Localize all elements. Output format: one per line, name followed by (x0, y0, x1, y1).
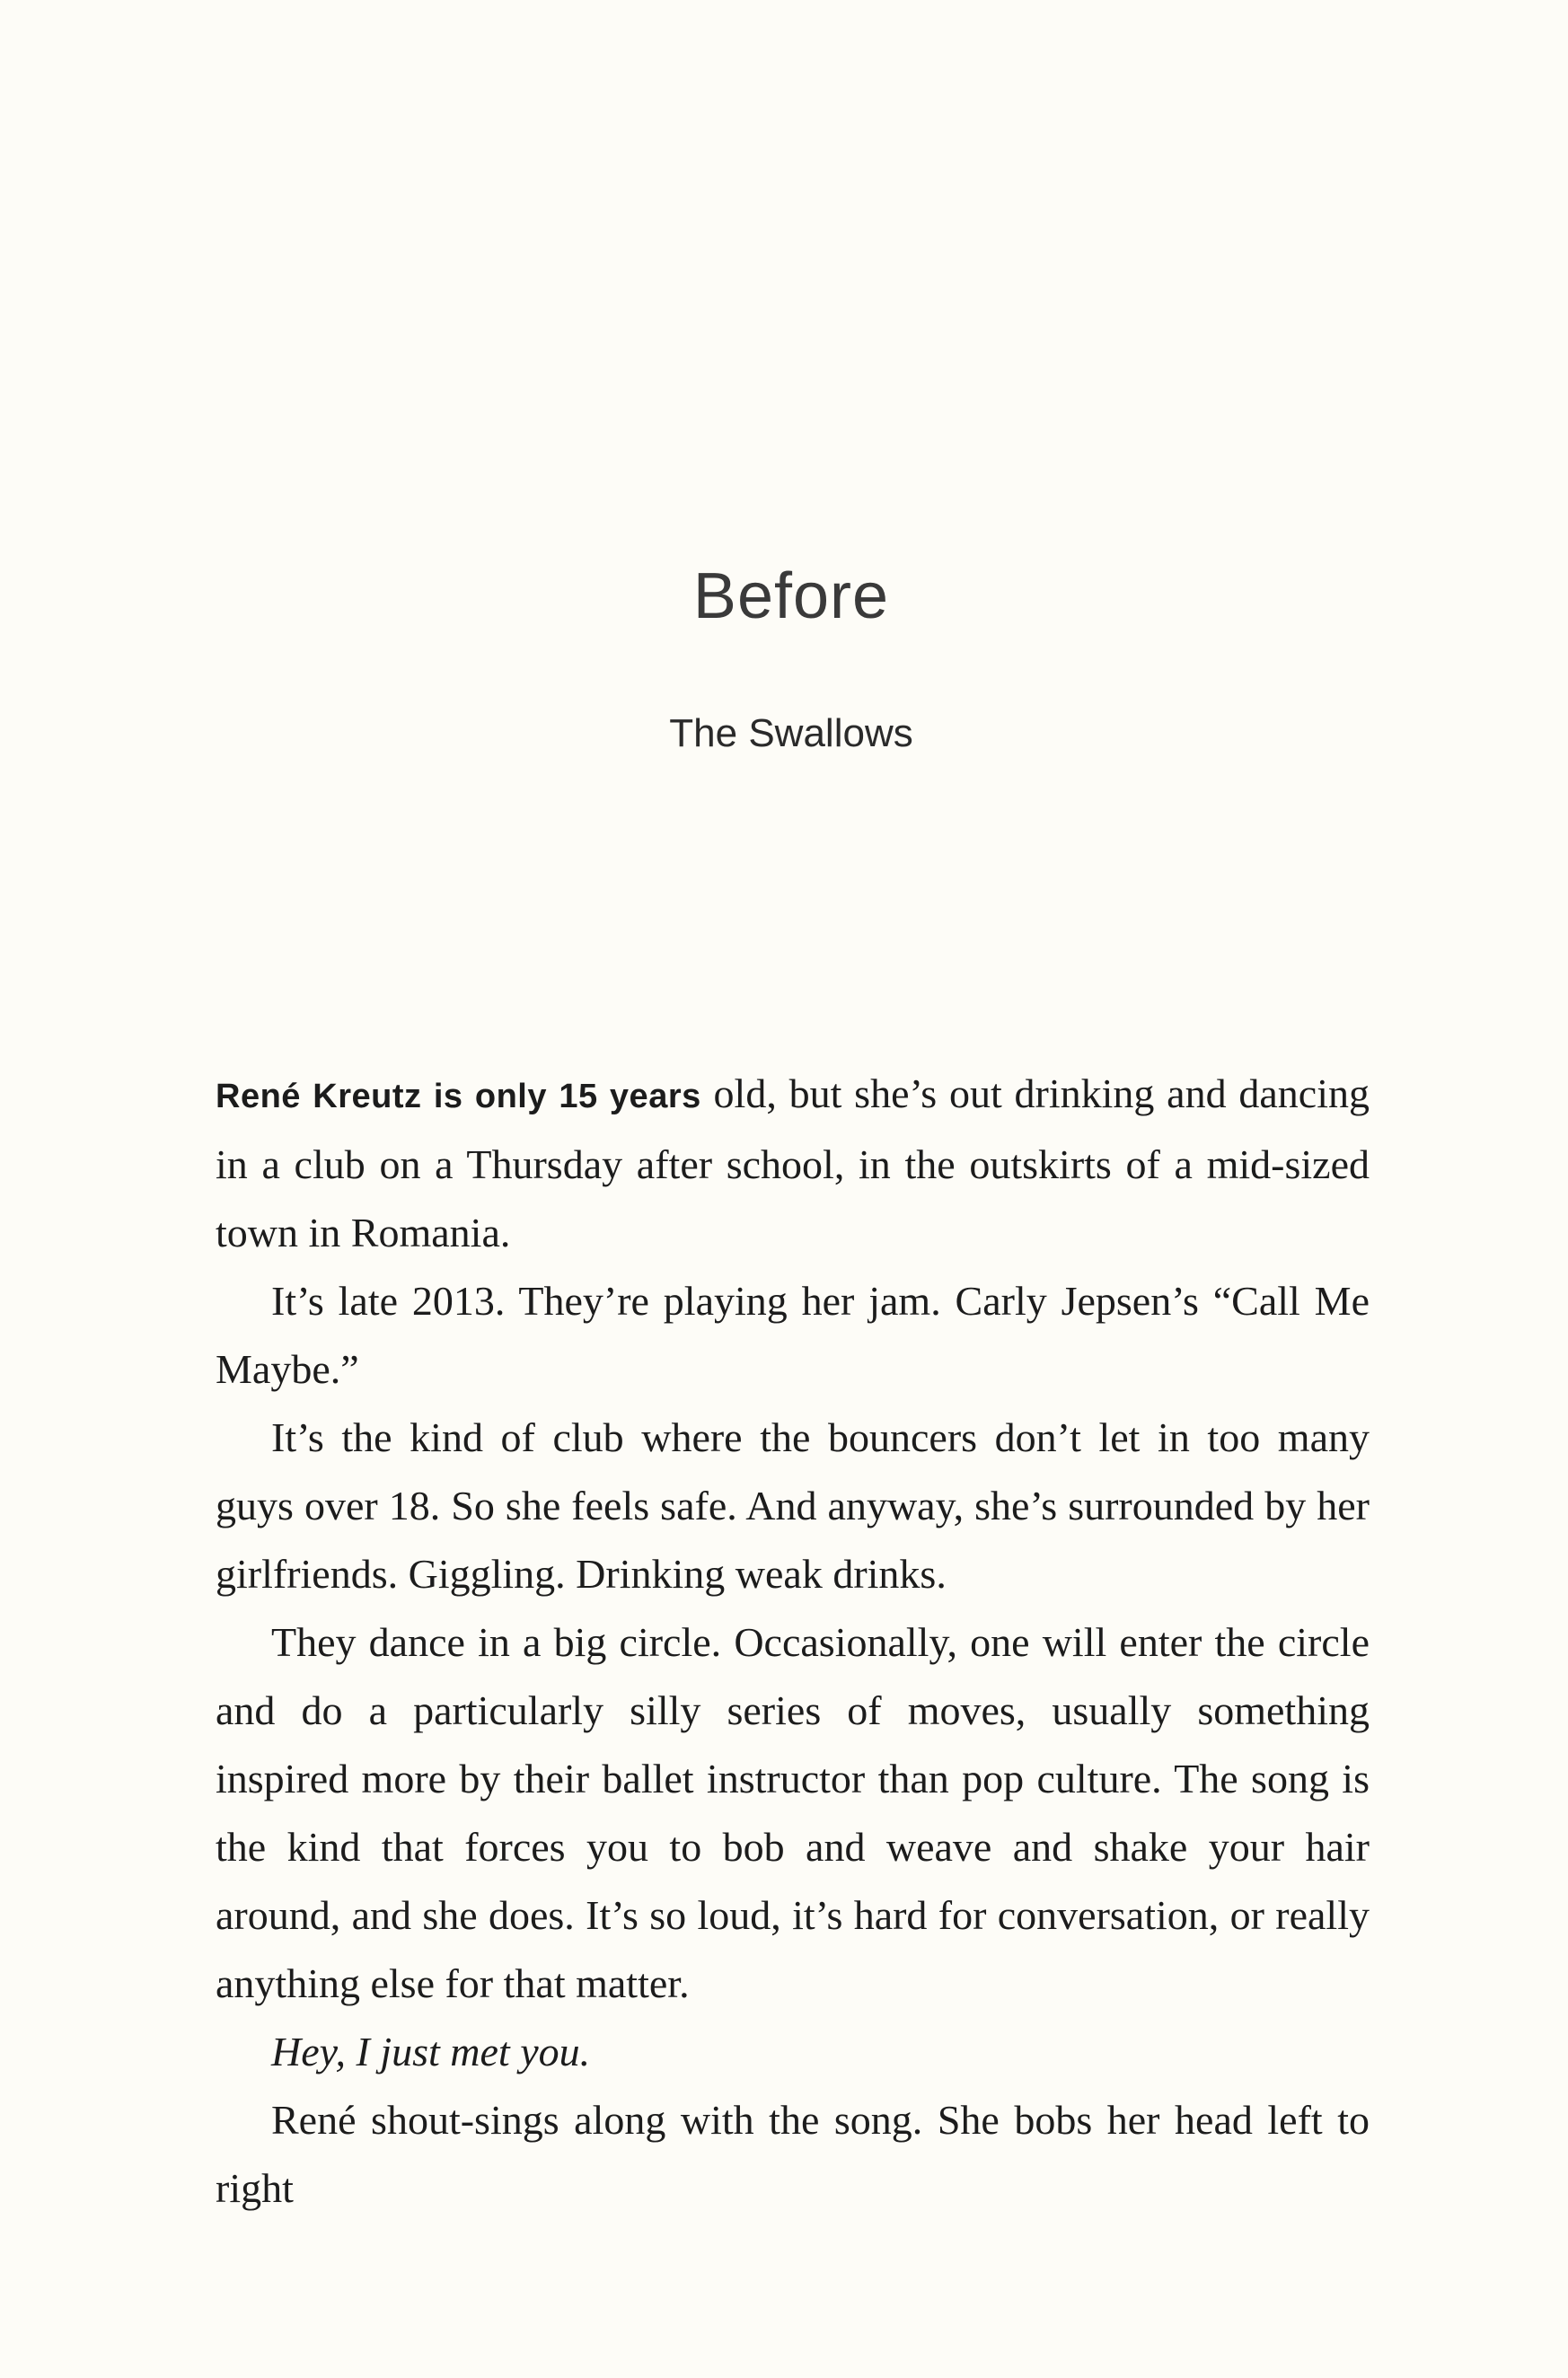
body-text (216, 1060, 1370, 2223)
paragraph-3: It’s the kind of club where the bouncers don’t let in too many guys over 18. So she feels safe. And anyway, she’s surrounded by her girlfriends. Giggling. Drinking weak drinks. (216, 1414, 1370, 1597)
chapter-title: Before (692, 560, 890, 632)
lead-in: René Kreutz is only 15 years (216, 1078, 701, 1115)
paragraph-1-text: old, but she’s out drinking and dancing in a club on a Thursday after school, in the outskirts of a mid-sized town in Romania. (216, 1070, 1370, 1255)
paragraph-1 (216, 1060, 1370, 1267)
song-lyric: Hey, I just met you. (271, 2029, 591, 2074)
paragraph-4: They dance in a big circle. Occasionally, one will enter the circle and do a particularly silly series of moves, usually something inspired more by their ballet instructor than pop culture. The song is the kind that forces you to bob and weave and shake your hair around, and she does. It’s so loud, it’s hard for conversation, or really anything else for that matter. (216, 1619, 1370, 2006)
chapter-subtitle: The Swallows (669, 711, 913, 755)
paragraph-6: René shout-sings along with the song. She bobs her head left to right (216, 2097, 1370, 2211)
paragraph-2: It’s late 2013. They’re playing her jam. Carly Jepsen’s “Call Me Maybe.” (216, 1278, 1370, 1392)
